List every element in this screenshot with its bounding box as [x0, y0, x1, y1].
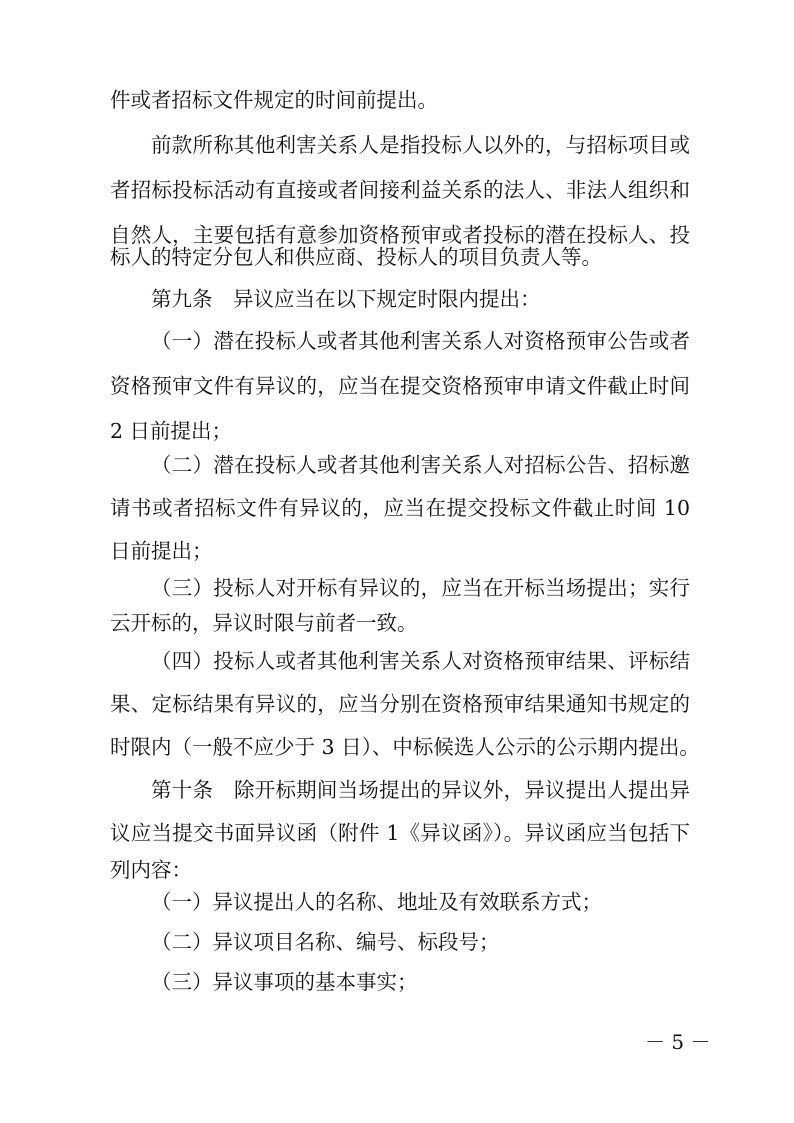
text-line: 标人的特定分包人和供应商、投标人的项目负责人等。 [110, 245, 602, 269]
article-heading: 第十条 除开标期间当场提出的异议外，异议提出人提出异 [151, 778, 690, 802]
text-line: （二）潜在投标人或者其他利害关系人对招标公告、招标邀 [151, 453, 690, 477]
text-line: 资格预审文件有异议的，应当在提交资格预审申请文件截止时间 [110, 374, 690, 398]
text-line: 前款所称其他利害关系人是指投标人以外的，与招标项目或 [151, 133, 690, 157]
text-line: 时限内（一般不应少于 3 日）、中标候选人公示的公示期内提出。 [110, 735, 700, 759]
list-item: （三）异议事项的基本事实； [151, 970, 418, 994]
text-line: 件或者招标文件规定的时间前提出。 [110, 88, 438, 112]
text-line: 果、定标结果有异议的，应当分别在资格预审结果通知书规定的 [110, 692, 690, 716]
text-line: （四）投标人或者其他利害关系人对资格预审结果、评标结 [151, 649, 690, 673]
page-number: － 5 － [645, 1030, 711, 1054]
text-line: 日前提出； [110, 539, 213, 563]
text-line: 议应当提交书面异议函（附件 1《异议函》）。异议函应当包括下 [110, 821, 690, 845]
list-item: （二）异议项目名称、编号、标段号； [151, 930, 500, 954]
list-item: （一）异议提出人的名称、地址及有效联系方式； [151, 890, 602, 914]
text-line: 请书或者招标文件有异议的，应当在提交投标文件截止时间 10 [110, 496, 690, 520]
text-line: 自然人，主要包括有意参加资格预审或者投标的潜在投标人、投 [110, 223, 690, 247]
text-line: 者招标投标活动有直接或者间接利益关系的法人、非法人组织和 [110, 178, 690, 202]
article-heading: 第九条 异议应当在以下规定时限内提出： [151, 287, 541, 311]
text-line: （一）潜在投标人或者其他利害关系人对资格预审公告或者 [151, 329, 690, 353]
text-line: 云开标的，异议时限与前者一致。 [110, 611, 418, 635]
text-line: （三）投标人对开标有异议的，应当在开标当场提出；实行 [151, 576, 690, 600]
text-line: 2 日前提出； [110, 419, 233, 443]
text-line: 列内容： [110, 858, 192, 882]
